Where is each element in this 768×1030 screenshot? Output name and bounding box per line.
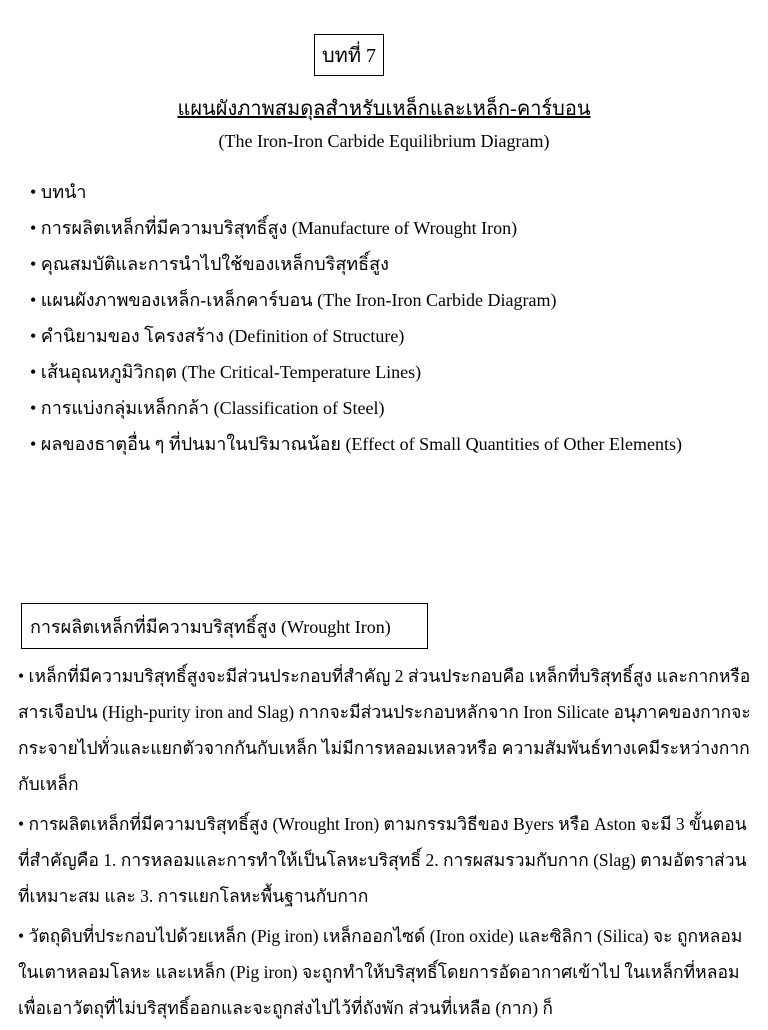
- chapter-label: บทที่ 7: [321, 45, 377, 67]
- title-thai: แผนผังภาพสมดุลสำหรับเหล็กและเหล็ก-คาร์บอน: [177, 98, 591, 120]
- toc-item: • การผลิตเหล็กที่มีความบริสุทธิ์สูง (Manufacture of Wrought Iron): [30, 218, 518, 238]
- section-body: [18, 658, 758, 1030]
- toc-item: • การแบ่งกลุ่มเหล็กกล้า (Classification of Steel): [30, 398, 385, 418]
- toc-item: • แผนผังภาพของเหล็ก-เหล็กคาร์บอน (The Iron-Iron Carbide Diagram): [30, 290, 557, 310]
- chapter-label-box: [314, 34, 384, 76]
- paragraph: • เหล็กที่มีความบริสุทธิ์สูงจะมีส่วนประกอบที่สำคัญ 2 ส่วนประกอบคือ เหล็กที่บริสุทธิ์สูง และกากหรือสารเจือปน (High-purity iron and Slag) กากจะมีส่วนประกอบหลักจาก Iron Silicate อนุภาคของกากจะกระจายไปทั่วและแยกตัวจากกันกับเหล็ก ไม่มีการหลอมเหลวหรือ ความสัมพันธ์ทางเคมีระหว่างกากกับเหล็ก: [18, 666, 751, 794]
- toc-item: • ผลของธาตุอื่น ๆ ที่ปนมาในปริมาณน้อย (Effect of Small Quantities of Other Elements): [30, 434, 683, 454]
- section-heading: การผลิตเหล็กที่มีความบริสุทธิ์สูง (Wrought Iron): [30, 616, 391, 637]
- toc-item: • คำนิยามของ โครงสร้าง (Definition of Structure): [30, 326, 405, 346]
- toc-item: • คุณสมบัติและการนำไปใช้ของเหล็กบริสุทธิ์สูง: [30, 254, 389, 274]
- toc-item: • เส้นอุณหภูมิวิกฤต (The Critical-Temperature Lines): [30, 362, 422, 382]
- toc-item: • บทนำ: [30, 182, 87, 202]
- paragraph: • วัตถุดิบที่ประกอบไปด้วยเหล็ก (Pig iron) เหล็กออกไซด์ (Iron oxide) และซิลิกา (Silica) จะ ถูกหลอมในเตาหลอมโลหะ และเหล็ก (Pig iron) จะถูกทำให้บริสุทธิ์โดยการอัดอากาศเข้าไป ในเหล็กที่หลอมเพื่อเอาวัตถุที่ไม่บริสุทธิ์ออกและจะถูกส่งไปไว้ที่ถังพัก ส่วนที่เหลือ (กาก) ก็: [18, 926, 743, 1018]
- title-english: (The Iron-Iron Carbide Equilibrium Diagram): [218, 131, 550, 151]
- section-heading-box: [21, 603, 428, 649]
- table-of-contents: [30, 174, 760, 462]
- paragraph: • การผลิตเหล็กที่มีความบริสุทธิ์สูง (Wrought Iron) ตามกรรมวิธีของ Byers หรือ Aston จะมี 3 ขั้นตอนที่สำคัญคือ 1. การหลอมและการทำให้เป็นโลหะบริสุทธิ์ 2. การผสมรวมกับกาก (Slag) ตามอัตราส่วนที่เหมาะสม และ 3. การแยกโลหะพื้นฐานกับกาก: [18, 814, 747, 906]
